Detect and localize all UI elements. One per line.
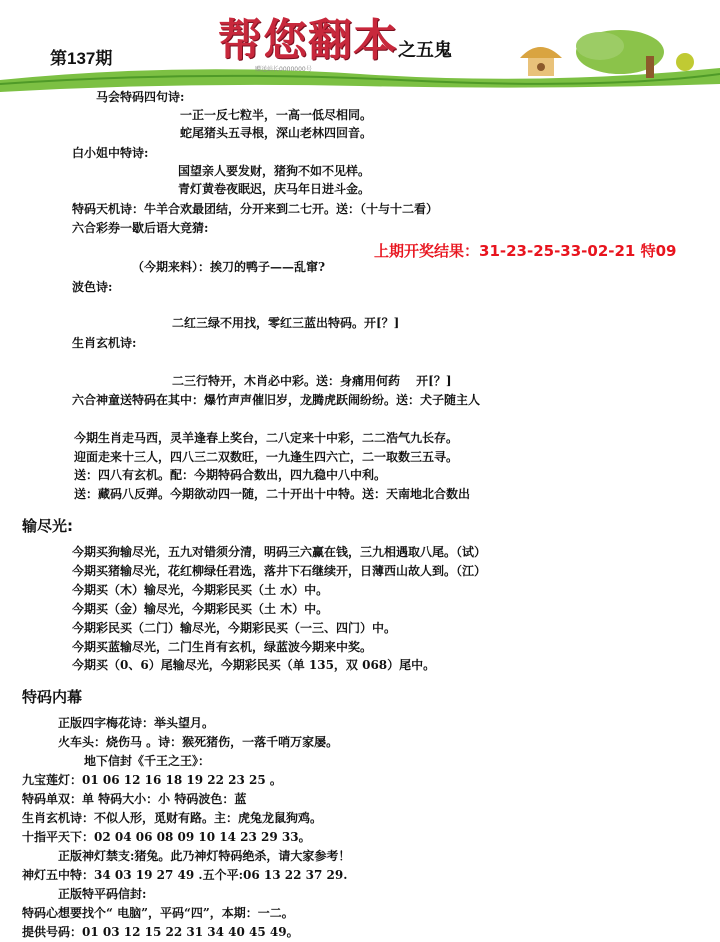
text-line: 一正一反七粒半，一高一低尽相同。 [180,108,373,122]
section-title-lose-all: 输尽光: [22,517,73,535]
text-line: 二三行特开，木肖必中彩。送：身痛用何药 开[？] [172,374,452,388]
text-line: 正版特平码信封: [58,887,147,901]
text-line: 特码单双：单 特码大小：小 特码波色：蓝 [22,792,247,806]
text-line: 今期彩民买（二门）输尽光，今期彩民买（一三、四门）中。 [72,621,397,635]
text-line: 白小姐中特诗: [72,146,149,160]
text-line: 今期生肖走马西，灵羊逢春上奖台，二八定来十中彩，二二浩气九长存。 [74,431,459,445]
text-line: 生肖玄机诗: [72,336,137,350]
text-line: 提供号码：01 03 12 15 22 31 34 40 45 49。 [22,925,299,939]
text-line: （今期来料）：挨刀的鸭子——乱窜? [132,260,326,274]
last-draw-result: 上期开奖结果：31-23-25-33-02-21 特09 [374,242,677,260]
text-line: 马会特码四句诗: [96,90,185,104]
text-line: 迎面走来十三人，四八三二双数旺，一九逢生四六亡，二一取数三五寻。 [74,450,459,464]
text-line: 今期买（0、6）尾输尽光，今期彩民买（单 135，双 068）尾中。 [72,658,436,672]
text-line: 今期买（木）输尽光，今期彩民买（土 水）中。 [72,583,329,597]
text-line: 特码天机诗：牛羊合欢最团结，分开来到二七开。送：（十与十二看） [72,202,439,216]
text-line: 二红三绿不用找，零红三蓝出特码。开[？] [172,316,400,330]
issue-number: 第137期 [50,49,113,68]
text-line: 神灯五中特：34 03 19 27 49 .五个平:06 13 22 37 29. [22,868,348,882]
text-line: 六合彩券一歇后语大竞猜: [72,221,209,235]
text-line: 今期买狗输尽光，五九对错须分清，明码三六赢在钱，三九相遇取八尾。（试） [72,545,487,559]
text-line: 今期买蓝输尽光，二门生肖有玄机，绿蓝波今期来中奖。 [72,640,373,654]
text-line: 波色诗: [72,280,113,294]
text-line: 送：四八有玄机。配：今期特码合数出，四九稳中八中利。 [74,468,387,482]
text-line: 九宝莲灯：01 06 12 16 18 19 22 23 25 。 [22,773,282,787]
main-title: 帮您翻本 [218,15,398,66]
text-line: 六合神童送特码在其中：爆竹声声催旧岁，龙腾虎跃闹纷纷。送：犬子随主人 [72,393,481,407]
text-line: 地下信封《千王之王》： [84,754,211,768]
header-small-text: 赠送站长0000000号 [255,66,312,73]
text-line: 今期买（金）输尽光，今期彩民买（土 木）中。 [72,602,329,616]
text-line: 送：藏码八反弹。今期欲动四一随，二十开出十中特。送：天南地北合数出 [74,487,471,501]
section-title-inside: 特码内幕 [22,688,83,706]
text-line: 火车头：烧伤马 。诗：猴死猪伤，一落千哨万家屡。 [58,735,339,749]
text-line: 今期买猪输尽光，花红柳绿任君选，落井下石继续开，日薄西山故人到。（江） [72,564,487,578]
title-suffix: 之五鬼 [398,40,452,61]
text-line: 蛇尾猪头五寻根，深山老林四回音。 [180,126,373,140]
text-line: 国望亲人要发财，猪狗不如不见样。 [178,164,371,178]
mushroom-house-icon [520,47,562,58]
text-line: 生肖玄机诗：不似人形，觅财有路。主：虎兔龙鼠狗鸡。 [22,811,323,825]
text-line: 正版四字梅花诗：举头望月。 [58,716,215,730]
text-line: 青灯黄卷夜眠迟，庆马年日进斗金。 [178,182,371,196]
text-line: 特码心想要找个“ 电脑”，平码“四”，本期：一二。 [22,906,294,920]
text-line: 十指平天下：02 04 06 08 09 10 14 23 29 33。 [22,830,311,844]
text-line: 正版神灯禁支:猪兔。此乃神灯特码绝杀，请大家参考！ [58,849,351,863]
